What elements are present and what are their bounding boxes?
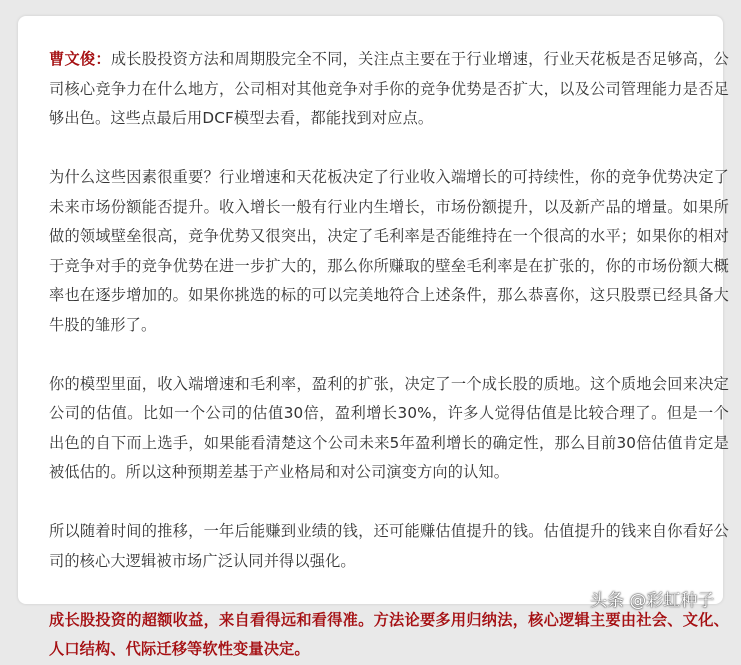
paragraph-1-text: 成长股投资方法和周期股完全不同，关注点主要在于行业增速，行业天花板是否足够高，公司核心竞争力在什么地方，公司相对其他竞争对手你的竞争优势是否扩大，以及公司管理能力是否足够出色。这些点最后用DCF模型去看，都能找到对应点。	[49, 50, 729, 127]
article-card	[18, 16, 729, 658]
watermark-text: 头条 @彩虹种子	[590, 591, 715, 611]
paragraph-5-conclusion: 成长股投资的超额收益，来自看得远和看得准。方法论要多用归纳法，核心逻辑主要由社会、文化、人口结构、代际迁移等软性变量决定。	[49, 610, 729, 658]
paragraph-4: 所以随着时间的推移，一年后能赚到业绩的钱，还可能赚估值提升的钱。估值提升的钱来自你看好公司的核心大逻辑被市场广泛认同并得以强化。	[49, 522, 729, 570]
paragraph-1	[49, 45, 729, 134]
paragraph-3: 你的模型里面，收入端增速和毛利率，盈利的扩张，决定了一个成长股的质地。这个质地会回来决定公司的估值。比如一个公司的估值30倍，盈利增长30%，许多人觉得估值是比较合理了。但是一个出色的自下而上选手，如果能看清楚这个公司未来5年盈利增长的确定性，那么目前30倍估值肯定是被低估的。所以这种预期差基于产业格局和对公司演变方向的认知。	[49, 374, 729, 481]
paragraph-2: 为什么这些因素很重要？行业增速和天花板决定了行业收入端增长的可持续性，你的竞争优势决定了未来市场份额能否提升。收入增长一般有行业内生增长，市场份额提升，以及新产品的增量。如果所做的领域壁垒很高，竞争优势又很突出，决定了毛利率是否能维持在一个很高的水平；如果你的相对于竞争对手的竞争优势在进一步扩大的，那么你所赚取的壁垒毛利率是在扩张的，你的市场份额大概率也在逐步增加的。如果你挑选的标的可以完美地符合上述条件，那么恭喜你，这只股票已经具备大牛股的雏形了。	[49, 168, 729, 334]
article-body	[49, 45, 729, 665]
speaker-name: 曹文俊：	[49, 50, 111, 68]
